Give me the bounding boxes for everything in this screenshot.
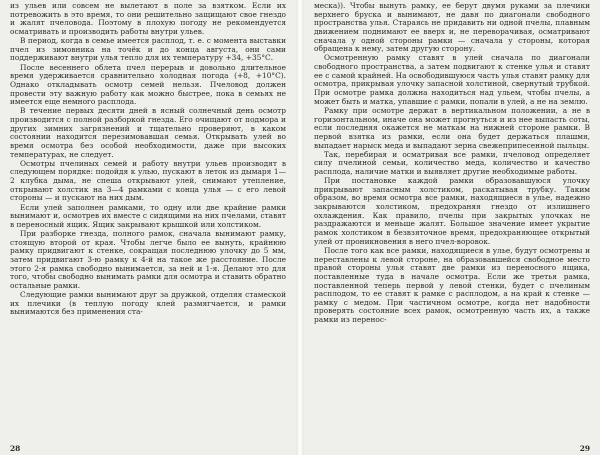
paragraph: В течение первых десяти дней в ясный солнечный день осмотр производится с полной разборкой гнезда. Его очищают от подмора и других зимних загрязнений и тщательно проверяют, в каком состоянии находится перезимовавшая семья. Открывать улей во время осмотра без особой необходимости, даже при высоких температурах, не следует. [10,106,286,159]
paragraph: меска)). Чтобы вынуть рамку, ее берут двумя руками за плечики верхнего бруска и вынимают, не давя по диагонали свободного пространства улья. Стараясь не придавить ни одной пчелы, плавным движением поднимают ее вверх и, не переворачивая, осматривают сначала у одной стороны рамки — сначала у стороны, которая обращена к нему, затем другую сторону. [314,1,590,54]
paragraph: Так, перебирая и осматривая все рамки, пчеловод определяет силу пчелиной семьи, количество меда, количество и качество расплода, наличие матки и выявляет другие необходимые работы. [314,149,590,176]
left-page [0,0,296,455]
paragraph: При постановке каждой рамки образовавшуюся улочку прикрывают запасным холстиком, раскатывая трубку. Таким образом, во время осмотра все рамки, находящиеся в улье, надежно закрываются холстиком, предохраняя гнездо от излишнего охлаждения. Как правило, пчелы при закрытых улочках не раздражаются и меньше жалят. Большое значение имеет укрытие рамок холстиком в безвзяточное время, предохраняющее открытый улей от проникновения в него пчел-воровок. [314,176,590,246]
paragraph: После того как все рамки, находящиеся в улье, будут осмотрены и переставлены к левой стороне, на образовавшейся свободное место правой стороны улья ставят две рамки из переносного ящика, поставленные туда в начале осмотра. Если же третья рамка, поставленной теперь первой у левой стенки, будет с пчелиным расплодом, то ее ставят к рамке с расплодом, а на край к стенке — рамку с медом. При частичном осмотре, когда нет надобности проверять состояние всех рамок, осмотренную часть их, а также рамки из перенос- [314,245,590,325]
left-text-column [10,2,286,441]
paragraph: Осмотры пчелиных семей и работу внутри ульев производят в следующем порядке: подойдя к улью, пускают в леток из дымаря 1—2 клубка дыма, не спеша открывают улей, снимают утепление, открывают холстик на 3—4 рамками с конца улья — с его левой стороны — и пускают на них дым. [10,158,286,203]
paragraph: Следующие рамки вынимают друг за дружкой, отделяя стамеской их плечики (в теплую погоду клей размягчается, и рамки вынимаются без применения ста- [10,290,286,317]
paragraph: Если улей заполнен рамками, то одну или две крайние рамки вынимают и, осмотрев их вместе с сидящими на них пчелами, ставят в переносный ящик. Ящик закрывают крышкой или холстиком. [10,202,286,229]
right-text-column [314,2,590,441]
paragraph: После весеннего облета пчел перерыв и довольно длительное время удерживается сравнительно холодная погода (+8, +10°С). Однако откладывать осмотр семей нельзя. Пчеловод должен провести эту важную работу как можно быстрее, пока в семьях не имеется еще немного расплода. [10,62,286,107]
paragraph: При разборке гнезда, полного рамок, сначала вынимают рамку, стоящую второй от края. Чтобы легче было ее вынуть, крайнюю рамку придвигают к стенке, сокращая последнюю улочку до 5 мм, затем придвигают 3-ю рамку к 4-й на такое же расстояние. После этого 2-я рамка свободно вынимается, за ней и 1-я. Делают это для того, чтобы свободно вынимать рамки для осмотра и ставить обратно остальные рамки. [10,229,286,290]
right-page [304,0,600,455]
paragraph: В период, когда в семье имеется расплод, т. е. с момента выставки пчел из зимовника на точёк и до конца августа, они сами поддерживают внутри улья тепло для их температуру +34, +35°С. [10,36,286,63]
paragraph: Осмотренную рамку ставят в улей сначала по диагонали свободного пространства, а затем подвигают к стенке улья и ставят ее с самой крайней. На освободившуюся часть улья ставят рамку для осмотра, прикрывая улочку запасной холстиной, свернутый трубкой. При осмотре рамка должна находиться над ульем, чтобы пчелы, а может быть и матка, упавшие с рамки, попали в улей, а не на землю. [314,53,590,106]
page-number: 28 [10,444,21,453]
book-gutter [296,0,304,455]
paragraph: из ульев или совсем не вылетают в поле за взятком. Если их потревожить в это время, то они решительно защищают свое гнездо и жалят пчеловода. Поэтому в плохую погоду не рекомендуется осматривать и производить работы внутри ульев. [10,1,286,36]
page-number: 29 [579,444,590,453]
paragraph: Рамку при осмотре держат в вертикальном положении, а не в горизонтальном, иначе она может прогнуться и из нее выпасть соты, если последняя окажется не маткам на нижней стороне рамки. В первой взятка из рамки, если она будет держаться плашмя, выпадает нарыск меда и выпадают зерна свежеприпесенной пыльцы. [314,105,590,150]
